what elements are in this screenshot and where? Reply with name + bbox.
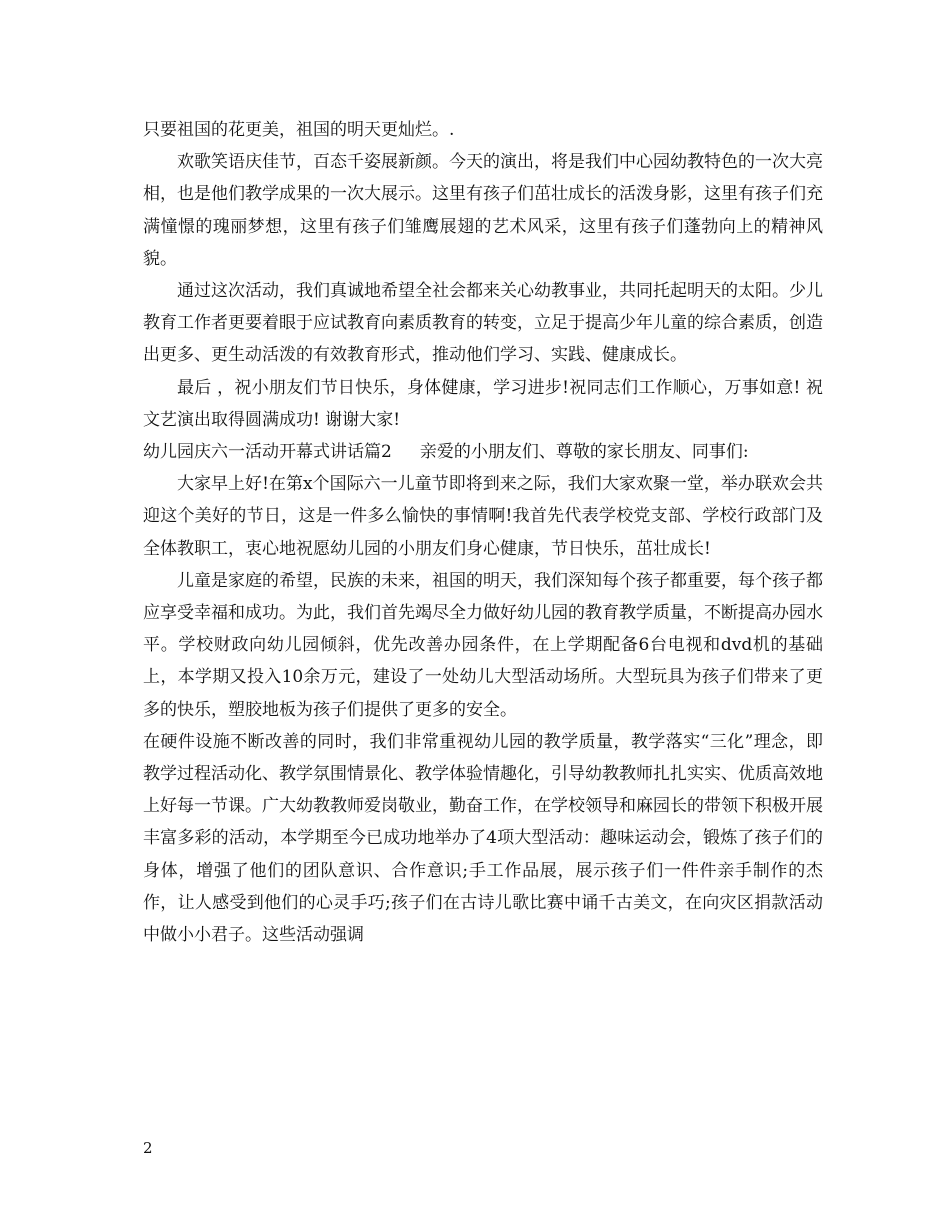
salutation: 亲爱的小朋友们、尊敬的家长朋友、同事们: (419, 442, 749, 463)
section-title: 幼儿园庆六一活动开幕式讲话篇2 (143, 442, 392, 463)
page-number: 2 (143, 1139, 153, 1157)
paragraph-6: 儿童是家庭的希望，民族的未来，祖国的明天，我们深知每个孩子都重要，每个孩子都应享受幸福和成功。为此，我们首先竭尽全力做好幼儿园的教育教学质量，不断提高办园水平。学校财政向幼儿园倾斜，优先改善办园条件，在上学期配备6台电视和dvd机的基础上，本学期又投入10余万元，建设了一处幼儿大型活动场所。大型玩具为孩子们带来了更多的快乐，塑胶地板为孩子们提供了更多的安全。 (143, 570, 823, 720)
document-body (143, 114, 823, 951)
paragraph-1: 只要祖国的花更美，祖国的明天更灿烂。. (143, 120, 455, 140)
section-heading (143, 436, 823, 468)
paragraph-2: 欢歌笑语庆佳节，百态千姿展新颜。今天的演出，将是我们中心园幼教特色的一次大亮相，也是他们教学成果的一次大展示。这里有孩子们茁壮成长的活泼身影，这里有孩子们充满憧憬的瑰丽梦想，这里有孩子们雏鹰展翅的艺术风采，这里有孩子们蓬勃向上的精神风貌。 (143, 152, 823, 269)
paragraph-4: 最后 ，祝小朋友们节日快乐，身体健康，学习进步!祝同志们工作顺心，万事如意! 祝文艺演出取得圆满成功! 谢谢大家! (143, 377, 823, 430)
paragraph-3: 通过这次活动，我们真诚地希望全社会都来关心幼教事业，共同托起明天的太阳。少儿教育工作者更要着眼于应试教育向素质教育的转变，立足于提高少年儿童的综合素质，创造出更多、更生动活泼的有效教育形式，推动他们学习、实践、健康成长。 (143, 281, 823, 366)
paragraph-5: 大家早上好!在第x个国际六一儿童节即将到来之际，我们大家欢聚一堂，举办联欢会共迎这个美好的节日，这是一件多么愉快的事情啊!我首先代表学校党支部、学校行政部门及全体教职工，衷心地祝愿幼儿园的小朋友们身心健康，节日快乐，茁壮成长! (143, 474, 823, 559)
paragraph-7: 在硬件设施不断改善的同时，我们非常重视幼儿园的教学质量，教学落实“三化”理念，即教学过程活动化、教学氛围情景化、教学体验情趣化，引导幼教教师扎扎实实、优质高效地上好每一节课。广大幼教教师爱岗敬业，勤奋工作，在学校领导和麻园长的带领下积极开展丰富多彩的活动，本学期至今已成功地举办了4项大型活动：趣味运动会，锻炼了孩子们的身体，增强了他们的团队意识、合作意识;手工作品展，展示孩子们一件件亲手制作的杰作，让人感受到他们的心灵手巧;孩子们在古诗儿歌比赛中诵千古美文，在向灾区捐款活动中做小小君子。这些活动强调 (143, 731, 823, 946)
